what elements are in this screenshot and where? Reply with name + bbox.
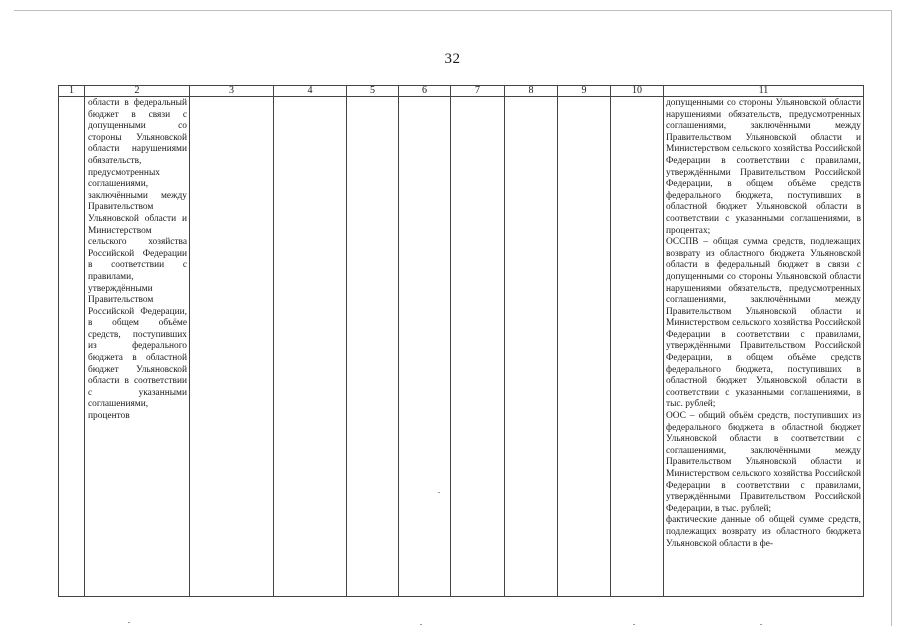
cell-col-10 [611, 97, 664, 597]
table-row [59, 97, 864, 597]
column-header-6: 6 [399, 86, 451, 97]
column-header-3: 3 [190, 86, 274, 97]
column-header-8: 8 [505, 86, 558, 97]
page-edge-top [14, 10, 892, 11]
cell-col-8 [505, 97, 558, 597]
scan-artifact [438, 492, 440, 493]
scan-artifact [420, 624, 422, 625]
column-header-7: 7 [451, 86, 505, 97]
cell-col-1 [59, 97, 85, 597]
data-table [58, 85, 864, 597]
column-header-5: 5 [347, 86, 399, 97]
scan-artifact [633, 624, 635, 625]
page-number: 32 [444, 51, 461, 67]
cell-col-9 [558, 97, 611, 597]
cell-col-5 [347, 97, 399, 597]
cell-col-3 [190, 97, 274, 597]
column-header-10: 10 [611, 86, 664, 97]
cell-col-7 [451, 97, 505, 597]
column-header-4: 4 [274, 86, 347, 97]
column-header-2: 2 [85, 86, 190, 97]
calculation-methodology: допущенными со стороны Ульяновской области нарушениями обязательств, предусмотренных соглашениями, заключёнными между Правительством Ульяновской области и Министерством сельского хозяйства Российской Федерации в соответствии с правилами, утверждёнными Правительством Российской Федерации, в общем объёме средств федерального бюджета, поступивших в областной бюджет Ульяновской области в соответствии с указанными соглашениями, в процентах; ОССПВ – общая сумма средств, подлежащих возврату из областного бюджета Ульяновской области в федеральный бюджет в связи с допущенными со стороны Ульяновской области нарушениями обязательств, предусмотренных соглашениями, заключёнными между Правительством Ульяновской области и Министерством сельского хозяйства Российской Федерации в соответствии с правилами, утверждёнными Правительством Российской Федерации, в общем объёме средств федерального бюджета, поступивших в областной бюджет Ульяновской области в соответствии с указанными соглашениями, в тыс. рублей; ООС – общий объём средств, поступивших из федерального бюджета в областной бюджет Ульяновской области в соответствии с соглашениями, заключёнными между Правительством Ульяновской области и Министерством сельского хозяйства Российской Федерации в соответствии с правилами, утверждёнными Правительством Российской Федерации, в тыс. рублей; фактические данные об общей сумме средств, подлежащих возврату из областного бюджета Ульяновской области в фе- [666, 98, 861, 549]
cell-col-2 [85, 97, 190, 597]
scan-artifact [128, 622, 130, 623]
indicator-description: области в федеральный бюджет в связи с допущенными со стороны Ульяновской области нарушениями обязательств, предусмотренных соглашениями, заключёнными между Правительством Ульяновской области и Министерством сельского хозяйства Российской Федерации в соответствии с правилами, утверждёнными Правительством Российской Федерации, в общем объёме средств, поступивших из федерального бюджета в областной бюджет Ульяновской области в соответствии с указанными соглашениями, процентов [88, 98, 187, 422]
cell-col-11 [664, 97, 864, 597]
cell-col-6 [399, 97, 451, 597]
scan-artifact [760, 624, 762, 625]
column-header-1: 1 [59, 86, 85, 97]
column-header-11: 11 [664, 86, 864, 97]
page-edge-right [891, 10, 892, 626]
table-header-row [59, 86, 864, 97]
cell-col-4 [274, 97, 347, 597]
column-header-9: 9 [558, 86, 611, 97]
